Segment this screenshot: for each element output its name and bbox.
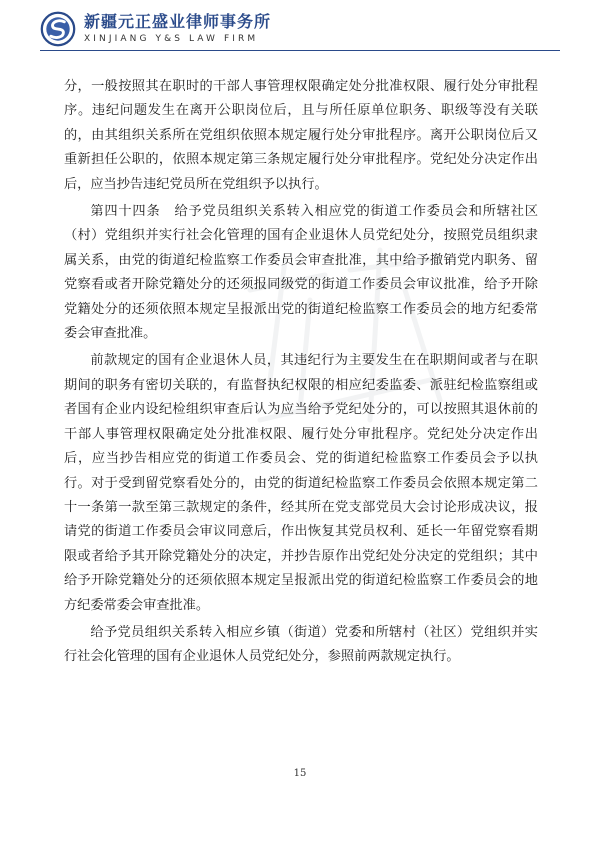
paragraph-continuation: 分，一般按照其在职时的干部人事管理权限确定处分批准权限、履行处分审批程序。违纪问题发生在离开公职岗位后，且与所任原单位职务、职级等没有关联的，由其组织关系所在党组织依照本规定履行处分审批程序。离开公职岗位后又重新担任公职的，依照本规定第三条规定履行处分审批程序。党纪处分决定作出后，应当抄告违纪党员所在党组织予以执行。 xyxy=(64,79,538,192)
document-body xyxy=(64,75,538,673)
firm-logo-icon xyxy=(40,11,76,47)
paragraph-article-44: 第四十四条 给予党员组织关系转入相应党的街道工作委员会和所辖社区（村）党组织并实行社会化管理的国有企业退休人员党纪处分，按照党员组织隶属关系，由党的街道纪检监察工作委员会审查批准，其中给予撤销党内职务、留党察看或者开除党籍处分的还须报同级党的街道工作委员会审议批准，给予开除党籍处分的还须依照本规定呈报派出党的街道纪检监察工作委员会的地方纪委常委会审查批准。 xyxy=(64,204,538,342)
paragraph-township: 给予党员组织关系转入相应乡镇（街道）党委和所辖村（社区）党组织并实行社会化管理的国有企业退休人员党纪处分，参照前两款规定执行。 xyxy=(64,624,538,665)
header-divider xyxy=(40,50,560,51)
firm-name-cn: 新疆元正盛业律师事务所 xyxy=(84,12,272,31)
page-number: 15 xyxy=(293,768,307,779)
firm-name-en: XINJIANG Y&S LAW FIRM xyxy=(84,34,259,44)
paragraph-preceding-clause: 前款规定的国有企业退休人员，其违纪行为主要发生在在职期间或者与在职期间的职务有密切关联的，有监督执纪权限的相应纪委监委、派驻纪检监察组或者国有企业内设纪检组织审查后认为应当给予党纪处分的，可以按照其退休前的干部人事管理权限确定处分批准权限、履行处分审批程序。党纪处分决定作出后，应当抄告相应党的街道工作委员会、党的街道纪检监察工作委员会予以执行。对于受到留党察看处分的，由党的街道纪检监察工作委员会依照本规定第二十一条第一款至第三款规定的条件，经其所在党支部党员大会讨论形成决议，报请党的街道工作委员会审议同意后，作出恢复其党员权利、延长一年留党察看期限或者给予其开除党籍处分的决定，并抄告原作出党纪处分决定的党组织；其中给予开除党籍处分的还须依照本规定呈报派出党的街道纪检监察工作委员会的地方纪委常委会审查批准。 xyxy=(64,353,538,613)
letterhead xyxy=(40,9,271,49)
